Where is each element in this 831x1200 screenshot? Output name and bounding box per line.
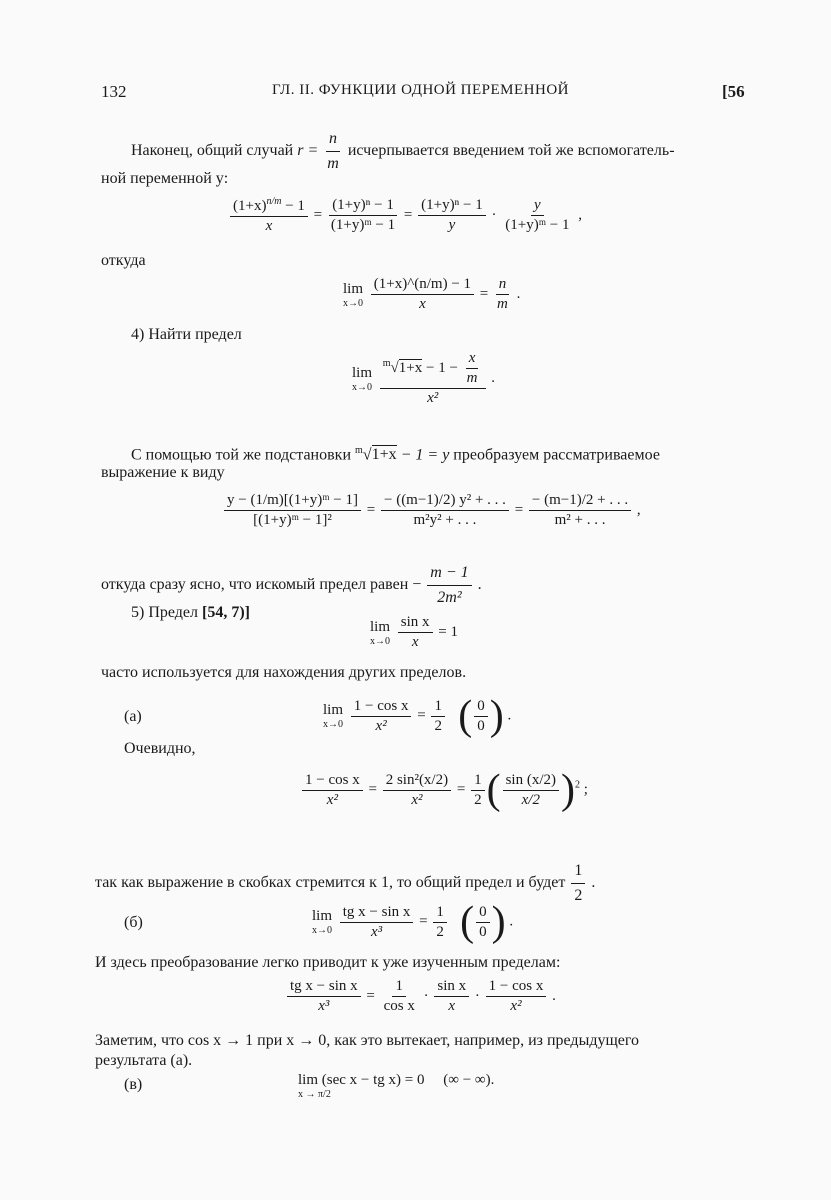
- text: С помощью той же подстановки: [131, 446, 351, 464]
- reference: [54, 7)]: [202, 604, 250, 621]
- lim: lim: [370, 618, 391, 635]
- num: 1: [392, 978, 406, 997]
- num: y: [531, 197, 544, 216]
- radicand: 1+x: [398, 359, 423, 376]
- num: x: [466, 350, 479, 369]
- equation-1: [228, 196, 582, 235]
- end: .: [507, 707, 512, 724]
- item-5: [131, 602, 250, 624]
- lim: lim: [343, 280, 364, 297]
- end: .: [509, 913, 514, 930]
- eq: =: [456, 781, 466, 798]
- den: 0: [477, 717, 485, 734]
- num: sin x: [398, 614, 433, 633]
- equation-b: lim x→0 $\frac{\text{tg x − sin x}}{\text{x³}}$ = $\frac{1}{2}$ ( $\frac{0}{0}$ ) .: [312, 899, 514, 945]
- end: .: [477, 576, 482, 594]
- num: 1 − cos x: [302, 772, 363, 791]
- num: 1: [431, 698, 445, 717]
- lim-sub: x→0: [343, 297, 363, 309]
- den: (1+y)ᵐ − 1: [330, 217, 396, 233]
- num: 1: [571, 860, 585, 884]
- num: − (m−1)/2 + . . .: [529, 492, 631, 511]
- chapter-title: ГЛ. II. ФУНКЦИИ ОДНОЙ ПЕРЕМЕННОЙ: [272, 82, 570, 98]
- paragraph-continuation: ной переменной y:: [101, 170, 229, 187]
- num: 2 sin²(x/2): [383, 772, 451, 791]
- den: y: [448, 217, 456, 233]
- num: (1+x): [233, 198, 267, 214]
- num: 0: [474, 698, 488, 717]
- num: (1+x)^(n/m) − 1: [371, 276, 474, 295]
- end: ;: [583, 781, 588, 798]
- num: 1 − cos x: [486, 978, 547, 997]
- den: x: [448, 998, 456, 1014]
- lim-sub: x→0: [323, 719, 343, 730]
- num: (1+y)ⁿ − 1: [329, 197, 397, 216]
- paragraph-often-used: часто используется для нахождения других пределов.: [101, 664, 467, 681]
- den: 2: [474, 791, 482, 808]
- lim-sub: x→0: [312, 925, 332, 936]
- equation-3: lim x→0 $^m$√1+x − 1 − $\frac{x}{m}$ x² .: [352, 350, 496, 406]
- eq: =: [366, 501, 376, 518]
- paragraph-continuation: выражение к виду: [101, 464, 225, 481]
- den: 2: [434, 717, 442, 734]
- rhs: = 1: [438, 623, 458, 640]
- r-var: r =: [297, 142, 319, 160]
- paragraph-transform: И здесь преобразование легко приводит к уже изученным пределам:: [95, 954, 561, 971]
- num: 1 − cos x: [351, 698, 412, 717]
- eq: =: [366, 987, 375, 1004]
- den: 2: [436, 923, 444, 940]
- den: m: [327, 155, 339, 172]
- tail: − 1 = y: [400, 446, 450, 464]
- dot: ·: [474, 987, 480, 1004]
- eq: =: [479, 285, 489, 302]
- end: .: [516, 285, 521, 302]
- den: x²: [411, 791, 423, 808]
- num: tg x − sin x: [287, 978, 361, 997]
- num: n: [326, 128, 340, 152]
- expr: (sec x − tg x) = 0: [321, 1072, 425, 1088]
- equation-v: [298, 1072, 496, 1100]
- den: x: [411, 634, 419, 650]
- lim: lim: [298, 1072, 319, 1088]
- lim-sub: x → π/2: [298, 1089, 331, 1100]
- paragraph-note: Заметим, что cos x → 1 при x → 0, как это вытекает, например, из предыдущего: [95, 1032, 640, 1049]
- paragraph-note-cont: результата (а).: [95, 1052, 193, 1069]
- num: 1: [471, 772, 485, 791]
- den: x²: [427, 390, 439, 406]
- tail: − 1 −: [426, 359, 458, 376]
- section-number: [56: [722, 82, 745, 101]
- lim: lim: [352, 364, 373, 381]
- lim-sub: x→0: [370, 635, 390, 647]
- den: x/2: [521, 791, 540, 808]
- den: x: [265, 218, 273, 234]
- word-otkuda: откуда: [101, 252, 146, 269]
- label-b: (б): [124, 914, 143, 931]
- eq: =: [313, 206, 323, 223]
- eq: =: [514, 501, 524, 518]
- lim-sub: x→0: [352, 381, 372, 393]
- num: (1+y)ⁿ − 1: [418, 197, 486, 216]
- item-4: 4) Найти предел: [131, 326, 242, 343]
- root-index: m: [382, 357, 391, 369]
- equation-5: [370, 614, 458, 651]
- num: − ((m−1)/2) y² + . . .: [381, 492, 509, 511]
- equation-9: [285, 978, 556, 1015]
- den: m: [497, 296, 508, 312]
- exp: n/m: [266, 196, 282, 207]
- end: .: [491, 369, 496, 386]
- den: m² + . . .: [554, 512, 606, 528]
- eq: =: [403, 206, 413, 223]
- lim: lim: [312, 908, 333, 924]
- end: ,: [578, 206, 582, 223]
- exp: 2: [575, 779, 580, 791]
- text: преобразуем рассматриваемое: [453, 446, 660, 464]
- den: 2: [574, 887, 583, 904]
- den: cos x: [383, 998, 415, 1014]
- den: m: [466, 370, 478, 386]
- paragraph-substitution: С помощью той же подстановки $^m$√1+x − 1 = y преобразуем рассматриваемое: [131, 445, 660, 464]
- end: ,: [636, 501, 641, 518]
- equation-a: lim x→0 $\frac{\text{1 − cos x}}{\text{x²}}$ = $\frac{1}{2}$ ( $\frac{0}{0}$ ) .: [323, 693, 512, 739]
- equation-7: $\frac{\text{1 − cos x}}{\text{x²}}$ = $\frac{\text{2 sin²(x/2)}}{\text{x²}}$ = $\frac{1}{2}$ ( $\frac{\sin (x/2)}{x/2}$ )$^2$ ;: [300, 766, 588, 814]
- dot: ·: [491, 206, 497, 223]
- equation-2: [343, 276, 520, 313]
- eq: =: [419, 913, 428, 930]
- num: 1: [433, 904, 447, 923]
- lim: lim: [323, 702, 344, 718]
- word-obviously: Очевидно,: [124, 740, 196, 757]
- end: .: [591, 874, 596, 892]
- eq: =: [417, 707, 426, 724]
- den: [(1+y)ᵐ − 1]²: [253, 512, 332, 528]
- label-a: (а): [124, 708, 142, 725]
- tail: − 1: [285, 198, 305, 214]
- dot: ·: [423, 987, 429, 1004]
- num: sin (x/2): [503, 772, 559, 791]
- end: .: [552, 987, 556, 1004]
- radicand: 1+x: [371, 446, 397, 464]
- text: так как выражение в скобках стремится к 1, то общий предел и будет: [95, 874, 566, 892]
- label-v: (в): [124, 1076, 143, 1093]
- num: n: [496, 276, 510, 295]
- den: x²: [326, 791, 338, 808]
- den: x: [419, 296, 426, 312]
- den: (1+y)ᵐ − 1: [505, 217, 570, 233]
- equation-4: [222, 492, 641, 529]
- fraction-n-m: [324, 128, 342, 175]
- den: 2m²: [437, 589, 462, 606]
- eq: =: [368, 781, 377, 798]
- note: (∞ − ∞).: [443, 1072, 495, 1088]
- den: x²: [375, 717, 387, 734]
- num: 0: [476, 904, 490, 923]
- den: x²: [510, 998, 522, 1014]
- num: y − (1/m)[(1+y)ᵐ − 1]: [224, 492, 361, 511]
- text: исчерпывается введением той же вспомогатель-: [347, 142, 675, 160]
- den: 0: [479, 923, 487, 940]
- text: Наконец, общий случай: [131, 142, 294, 160]
- text: 5) Предел: [131, 604, 198, 621]
- text: откуда сразу ясно, что искомый предел равен −: [101, 576, 422, 594]
- num: sin x: [434, 978, 469, 997]
- page-number: 132: [101, 82, 127, 101]
- den: m²y² + . . .: [413, 512, 477, 528]
- root-index: m: [355, 445, 363, 456]
- num: tg x − sin x: [340, 904, 414, 923]
- num: m − 1: [427, 562, 471, 586]
- den: x³: [318, 998, 330, 1014]
- den: x³: [371, 923, 383, 940]
